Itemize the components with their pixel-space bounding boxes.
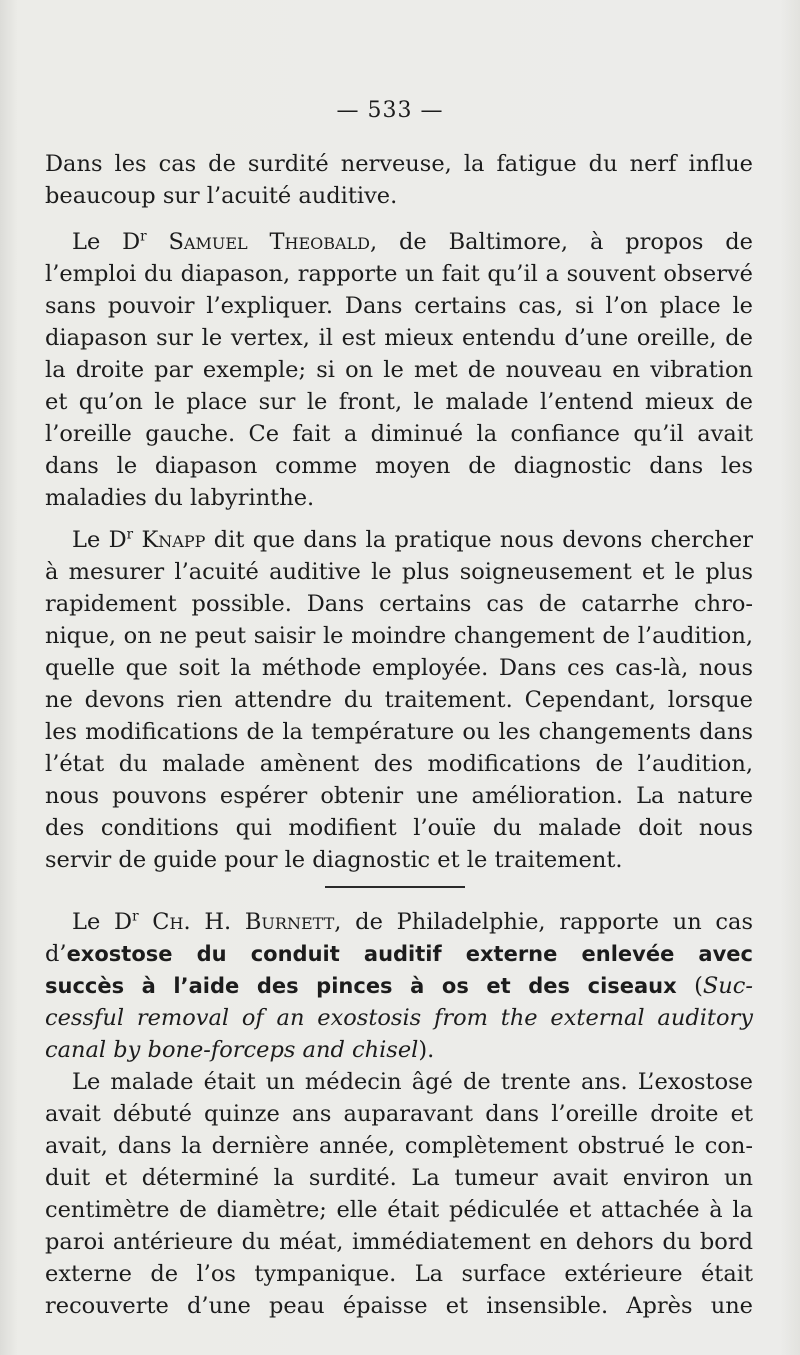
text-line: avait débuté quinze ans auparavant dans l’oreille droite et (45, 1101, 753, 1127)
text-run: Le D (72, 229, 141, 255)
page-number: — 533 — (336, 98, 444, 123)
text-line: Dans les cas de surdité nerveuse, la fatigue du nerf influe (45, 151, 753, 177)
text-line: ne devons rien attendre du traitement. Cependant, lorsque (45, 687, 753, 713)
text-line (72, 524, 753, 556)
author-name: Knapp (141, 527, 206, 553)
text-line: Le malade était un médecin âgé de trente ans. L’exostose (72, 1069, 753, 1095)
english-title: cessful removal of an exostosis from the external auditory (45, 1005, 753, 1031)
text-line: l’état du malade amènent des modifications de l’audition, (45, 751, 753, 777)
text-line: et qu’on le place sur le front, le malade l’entend mieux de (45, 389, 753, 415)
text-line: avait, dans la dernière année, complètement obstrué le con- (45, 1133, 753, 1159)
text-line (45, 1034, 753, 1066)
english-title: canal by bone-forceps and chisel (45, 1037, 419, 1063)
text-line: recouverte d’une peau épaisse et insensible. Après une (45, 1293, 753, 1319)
superscript: r (126, 526, 134, 543)
author-name: Ch. H. Burnett (152, 909, 335, 935)
text-line: l’oreille gauche. Ce fait a diminué la confiance qu’il avait (45, 421, 753, 447)
text-line: sans pouvoir l’expliquer. Dans certains cas, si l’on place le (45, 293, 753, 319)
article-title: succès à l’aide des pinces à os et des ciseaux (45, 974, 677, 998)
english-title: Suc- (702, 973, 753, 999)
text-line: centimètre de diamètre; elle était pédiculée et attachée à la (45, 1197, 753, 1223)
text-run: , de Baltimore, à propos de (370, 229, 753, 255)
section-divider (325, 886, 465, 888)
text-line: maladies du labyrinthe. (45, 485, 315, 511)
text-line (72, 226, 753, 258)
text-run: , de Philadelphie, rapporte un cas (334, 909, 753, 935)
text-run: ). (418, 1037, 435, 1063)
text-run: Le D (72, 527, 127, 553)
text-line: à mesurer l’acuité auditive le plus soigneusement et le plus (45, 559, 753, 585)
text-line: beaucoup sur l’acuité auditive. (45, 183, 398, 209)
text-line: la droite par exemple; si on le met de nouveau en vibration (45, 357, 753, 383)
text-line: nique, on ne peut saisir le moindre changement de l’audition, (45, 623, 753, 649)
text-run: d’ (45, 941, 67, 967)
text-line (45, 938, 753, 970)
text-run: ( (676, 973, 703, 999)
text-line: les modifications de la température ou les changements dans (45, 719, 753, 745)
superscript: r (140, 228, 147, 245)
text-line: quelle que soit la méthode employée. Dans ces cas-là, nous (45, 655, 753, 681)
text-line (45, 970, 753, 1002)
superscript: r (132, 908, 139, 925)
text-line: rapidement possible. Dans certains cas de catarrhe chro- (45, 591, 753, 617)
text-line: externe de l’os tympanique. La surface extérieure était (45, 1261, 753, 1287)
text-run: dit que dans la pratique nous devons chercher (205, 527, 753, 553)
text-line: paroi antérieure du méat, immédiatement en dehors du bord (45, 1229, 753, 1255)
article-title: exostose du conduit auditif externe enlevée avec (66, 942, 753, 966)
text-line: dans le diapason comme moyen de diagnostic dans les (45, 453, 753, 479)
text-line: l’emploi du diapason, rapporte un fait qu’il a souvent observé (45, 261, 753, 287)
text-line: des conditions qui modifient l’ouïe du malade doit nous (45, 815, 753, 841)
text-line: diapason sur le vertex, il est mieux entendu d’une oreille, de (45, 325, 753, 351)
text-line: duit et déterminé la surdité. La tumeur avait environ un (45, 1165, 753, 1191)
text-line: servir de guide pour le diagnostic et le traitement. (45, 847, 623, 873)
author-name: Samuel Theobald (168, 229, 371, 255)
text-line: nous pouvons espérer obtenir une amélioration. La nature (45, 783, 753, 809)
text-run: Le D (72, 909, 133, 935)
text-line (72, 906, 753, 938)
